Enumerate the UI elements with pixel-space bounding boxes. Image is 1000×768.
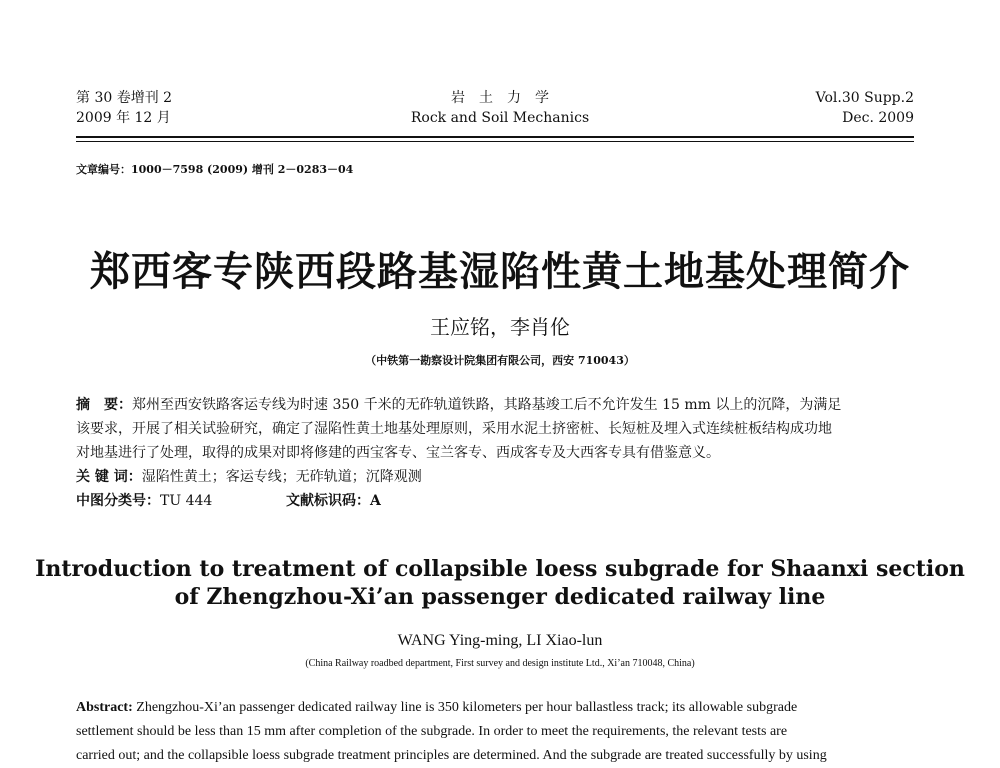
abstract-en-line3: carried out; and the collapsible loess subgrade treatment principles are determined. And the subgrade are treated successfully by using	[76, 748, 827, 763]
abstract-cn-line1	[76, 393, 841, 417]
document-code	[286, 489, 381, 513]
article-number: 文章编号：1000－7598 (2009) 增刊 2－0283－04	[76, 163, 354, 176]
abstract-cn-label: 摘 要：	[76, 397, 132, 413]
class-value: TU 444	[160, 493, 213, 509]
abstract-cn-line3: 对地基进行了处理，取得的成果对即将修建的西宝客专、宝兰客专、西成客专及大西客专具有借鉴意义。	[76, 445, 720, 461]
authors-en: WANG Ying-ming, LI Xiao-lun	[397, 632, 603, 649]
doc-code-value: A	[370, 493, 381, 509]
issue-date-cn: 2009 年 12 月	[76, 110, 171, 126]
keywords-label: 关 键 词：	[76, 469, 142, 485]
class-label: 中图分类号：	[76, 493, 160, 509]
header-rule-thin	[76, 141, 914, 142]
abstract-en-label: Abstract:	[76, 700, 133, 715]
abstract-en-line1	[76, 696, 797, 720]
abstract-en-text1: Zhengzhou-Xi’an passenger dedicated railway line is 350 kilometers per hour ballastless track; its allowable subgrade	[136, 700, 798, 715]
affiliation-en: (China Railway roadbed department, First survey and design institute Ltd., Xi’an 710048, China)	[305, 658, 695, 669]
volume-info: 第 30 卷增刊 2	[76, 90, 173, 106]
keywords-value: 湿陷性黄土；客运专线；无砟轨道；沉降观测	[141, 469, 422, 485]
journal-name-en: Rock and Soil Mechanics	[410, 110, 590, 126]
authors-cn: 王应铭，李肖伦	[430, 315, 570, 339]
page-title-en-line2: of Zhengzhou-Xi’an passenger dedicated railway line	[174, 584, 826, 610]
volume-info-en: Vol.30 Supp.2	[815, 90, 914, 106]
header-rule-thick	[76, 136, 914, 138]
page-title-cn: 郑西客专陕西段路基湿陷性黄土地基处理简介	[90, 248, 910, 295]
journal-name-cn: 岩 土 力 学	[451, 90, 549, 106]
abstract-cn-line2: 该要求，开展了相关试验研究，确定了湿陷性黄土地基处理原则，采用水泥土挤密桩、长短桩及埋入式连续桩板结构成功地	[76, 421, 832, 437]
abstract-cn-text1: 郑州至西安铁路客运专线为时速 350 千米的无砟轨道铁路，其路基竣工后不允许发生 15 mm 以上的沉降，为满足	[132, 397, 842, 413]
keywords-cn	[76, 465, 422, 489]
abstract-en-line2: settlement should be less than 15 mm after completion of the subgrade. In order to meet the requirements, the relevant tests are	[76, 724, 788, 739]
doc-code-label: 文献标识码：	[286, 493, 370, 509]
affiliation-cn: （中铁第一勘察设计院集团有限公司，西安 710043）	[365, 354, 635, 367]
page-title-en-line1: Introduction to treatment of collapsible loess subgrade for Shaanxi section	[35, 556, 965, 582]
classification	[76, 489, 212, 513]
issue-date-en: Dec. 2009	[842, 110, 914, 126]
